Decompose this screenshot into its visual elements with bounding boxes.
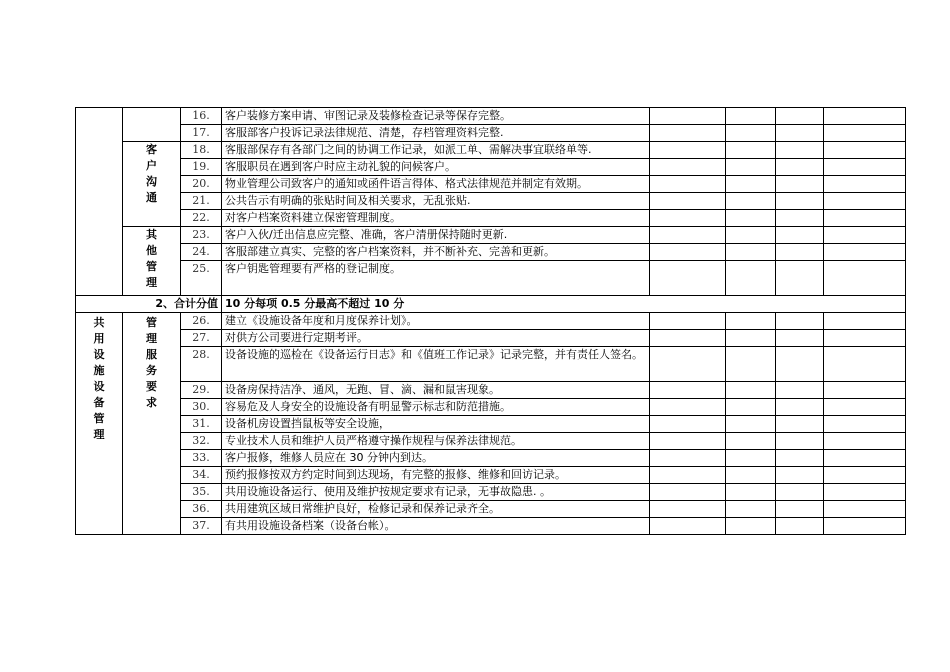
remark-cell — [824, 159, 906, 176]
score-cell — [650, 313, 726, 330]
remark-cell — [824, 399, 906, 416]
table-row — [76, 382, 906, 399]
table-row — [76, 125, 906, 142]
item-text: 客服职员在遇到客户时应主动礼貌的问候客户。 — [222, 159, 650, 176]
item-text: 客户报修，维修人员应在 30 分钟内到达。 — [222, 450, 650, 467]
subcategory-requirements: 管理服务要求 — [123, 313, 181, 535]
table-row — [76, 210, 906, 227]
item-text: 专业技术人员和维护人员严格遵守操作规程与保养法律规范。 — [222, 433, 650, 450]
score-cell — [726, 159, 776, 176]
remark-cell — [824, 347, 906, 382]
score-cell — [726, 125, 776, 142]
item-number: 16. — [181, 108, 222, 125]
table-row — [76, 330, 906, 347]
score-cell — [776, 450, 824, 467]
score-cell — [776, 484, 824, 501]
remark-cell — [824, 125, 906, 142]
score-cell — [726, 501, 776, 518]
score-cell — [650, 467, 726, 484]
score-cell — [650, 347, 726, 382]
table-row — [76, 484, 906, 501]
table-row — [76, 501, 906, 518]
item-number: 20. — [181, 176, 222, 193]
item-number: 36. — [181, 501, 222, 518]
remark-cell — [824, 142, 906, 159]
item-text: 客户钥匙管理要有严格的登记制度。 — [222, 261, 650, 296]
score-cell — [776, 176, 824, 193]
category-shared-facilities: 共用设施设备管理 — [76, 313, 123, 535]
score-cell — [650, 433, 726, 450]
item-text: 设备设施的巡检在《设备运行日志》和《值班工作记录》记录完整，并有责任人签名。 — [222, 347, 650, 382]
score-total-value: 10 分每项 0.5 分最高不超过 10 分 — [222, 296, 906, 313]
score-cell — [726, 142, 776, 159]
score-cell — [726, 108, 776, 125]
score-cell — [650, 382, 726, 399]
score-cell — [650, 159, 726, 176]
table-row — [76, 416, 906, 433]
remark-cell — [824, 484, 906, 501]
item-number: 31. — [181, 416, 222, 433]
score-cell — [776, 108, 824, 125]
item-text: 设备机房设置挡鼠板等安全设施， — [222, 416, 650, 433]
table-row — [76, 227, 906, 244]
item-number: 21. — [181, 193, 222, 210]
item-number: 23. — [181, 227, 222, 244]
subcategory-customer-comm: 客户沟通 — [123, 142, 181, 227]
score-cell — [776, 467, 824, 484]
item-text: 客服部保存有各部门之间的协调工作记录，如派工单、需解决事宜联络单等. — [222, 142, 650, 159]
remark-cell — [824, 501, 906, 518]
table-row — [76, 347, 906, 382]
item-number: 27. — [181, 330, 222, 347]
item-text: 公共告示有明确的张贴时间及相关要求，无乱张贴. — [222, 193, 650, 210]
score-cell — [726, 399, 776, 416]
score-cell — [776, 227, 824, 244]
item-number: 25. — [181, 261, 222, 296]
item-text: 物业管理公司致客户的通知或函件语言得体、格式法律规范并制定有效期。 — [222, 176, 650, 193]
score-cell — [650, 261, 726, 296]
score-cell — [776, 347, 824, 382]
score-cell — [650, 227, 726, 244]
score-cell — [776, 518, 824, 535]
item-text: 有共用设施设备档案（设备台帐）。 — [222, 518, 650, 535]
score-cell — [650, 193, 726, 210]
item-number: 34. — [181, 467, 222, 484]
item-number: 26. — [181, 313, 222, 330]
table-row — [76, 159, 906, 176]
score-cell — [776, 125, 824, 142]
score-cell — [726, 261, 776, 296]
score-cell — [726, 382, 776, 399]
score-cell — [650, 416, 726, 433]
score-cell — [726, 176, 776, 193]
remark-cell — [824, 244, 906, 261]
item-text: 容易危及人身安全的设施设备有明显警示标志和防范措施。 — [222, 399, 650, 416]
score-cell — [776, 416, 824, 433]
item-text: 客服部建立真实、完整的客户档案资料，并不断补充、完善和更新。 — [222, 244, 650, 261]
item-number: 24. — [181, 244, 222, 261]
remark-cell — [824, 261, 906, 296]
score-cell — [776, 501, 824, 518]
table-row — [76, 142, 906, 159]
score-cell — [726, 347, 776, 382]
inspection-table — [75, 107, 906, 535]
item-number: 33. — [181, 450, 222, 467]
item-text: 建立《设施设备年度和月度保养计划》。 — [222, 313, 650, 330]
item-number: 35. — [181, 484, 222, 501]
table-row — [76, 261, 906, 296]
score-cell — [776, 159, 824, 176]
remark-cell — [824, 416, 906, 433]
table-row — [76, 108, 906, 125]
score-cell — [650, 108, 726, 125]
item-text: 对供方公司要进行定期考评。 — [222, 330, 650, 347]
score-cell — [650, 210, 726, 227]
score-cell — [726, 484, 776, 501]
table-row — [76, 244, 906, 261]
score-cell — [726, 244, 776, 261]
item-text: 预约报修按双方约定时间到达现场，有完整的报修、维修和回访记录。 — [222, 467, 650, 484]
score-cell — [650, 125, 726, 142]
remark-cell — [824, 108, 906, 125]
score-cell — [650, 518, 726, 535]
score-cell — [776, 382, 824, 399]
item-text: 客户入伙/迁出信息应完整、准确，客户清册保持随时更新. — [222, 227, 650, 244]
score-cell — [726, 467, 776, 484]
subcategory-other: 其他管理 — [123, 227, 181, 296]
item-text: 客户装修方案申请、审图记录及装修检查记录等保存完整。 — [222, 108, 650, 125]
score-cell — [650, 450, 726, 467]
score-cell — [650, 399, 726, 416]
score-cell — [776, 244, 824, 261]
item-text: 共用建筑区域日常维护良好，检修记录和保养记录齐全。 — [222, 501, 650, 518]
item-number: 19. — [181, 159, 222, 176]
score-cell — [726, 193, 776, 210]
item-number: 29. — [181, 382, 222, 399]
score-cell — [776, 330, 824, 347]
item-number: 18. — [181, 142, 222, 159]
score-cell — [650, 142, 726, 159]
score-cell — [776, 399, 824, 416]
score-summary-row — [76, 296, 906, 313]
score-cell — [776, 433, 824, 450]
score-cell — [650, 484, 726, 501]
table-row — [76, 518, 906, 535]
score-cell — [726, 313, 776, 330]
remark-cell — [824, 176, 906, 193]
item-number: 28. — [181, 347, 222, 382]
table-row — [76, 433, 906, 450]
score-total-label: 2、合计分值 — [76, 296, 222, 313]
score-cell — [650, 501, 726, 518]
remark-cell — [824, 193, 906, 210]
remark-cell — [824, 450, 906, 467]
item-number: 37. — [181, 518, 222, 535]
item-number: 17. — [181, 125, 222, 142]
score-cell — [726, 433, 776, 450]
score-cell — [650, 330, 726, 347]
score-cell — [776, 193, 824, 210]
remark-cell — [824, 518, 906, 535]
item-text: 客服部客户投诉记录法律规范、清楚，存档管理资料完整. — [222, 125, 650, 142]
item-text: 共用设施设备运行、使用及维护按规定要求有记录，无事故隐患. 。 — [222, 484, 650, 501]
score-cell — [650, 244, 726, 261]
score-cell — [726, 210, 776, 227]
remark-cell — [824, 330, 906, 347]
table-row — [76, 467, 906, 484]
table-row — [76, 450, 906, 467]
score-cell — [726, 330, 776, 347]
item-text: 对客户档案资料建立保密管理制度。 — [222, 210, 650, 227]
score-cell — [776, 210, 824, 227]
item-text: 设备房保持洁净、通风，无跑、冒、滴、漏和鼠害现象。 — [222, 382, 650, 399]
score-cell — [776, 313, 824, 330]
item-number: 22. — [181, 210, 222, 227]
subcategory-cell — [123, 108, 181, 142]
table-row — [76, 176, 906, 193]
remark-cell — [824, 382, 906, 399]
table-row — [76, 313, 906, 330]
remark-cell — [824, 433, 906, 450]
table-row — [76, 193, 906, 210]
item-number: 32. — [181, 433, 222, 450]
remark-cell — [824, 313, 906, 330]
score-cell — [726, 518, 776, 535]
score-cell — [776, 261, 824, 296]
score-cell — [726, 450, 776, 467]
remark-cell — [824, 227, 906, 244]
remark-cell — [824, 210, 906, 227]
score-cell — [650, 176, 726, 193]
category-cell — [76, 108, 123, 296]
score-cell — [726, 416, 776, 433]
remark-cell — [824, 467, 906, 484]
item-number: 30. — [181, 399, 222, 416]
score-cell — [776, 142, 824, 159]
score-cell — [726, 227, 776, 244]
table-row — [76, 399, 906, 416]
